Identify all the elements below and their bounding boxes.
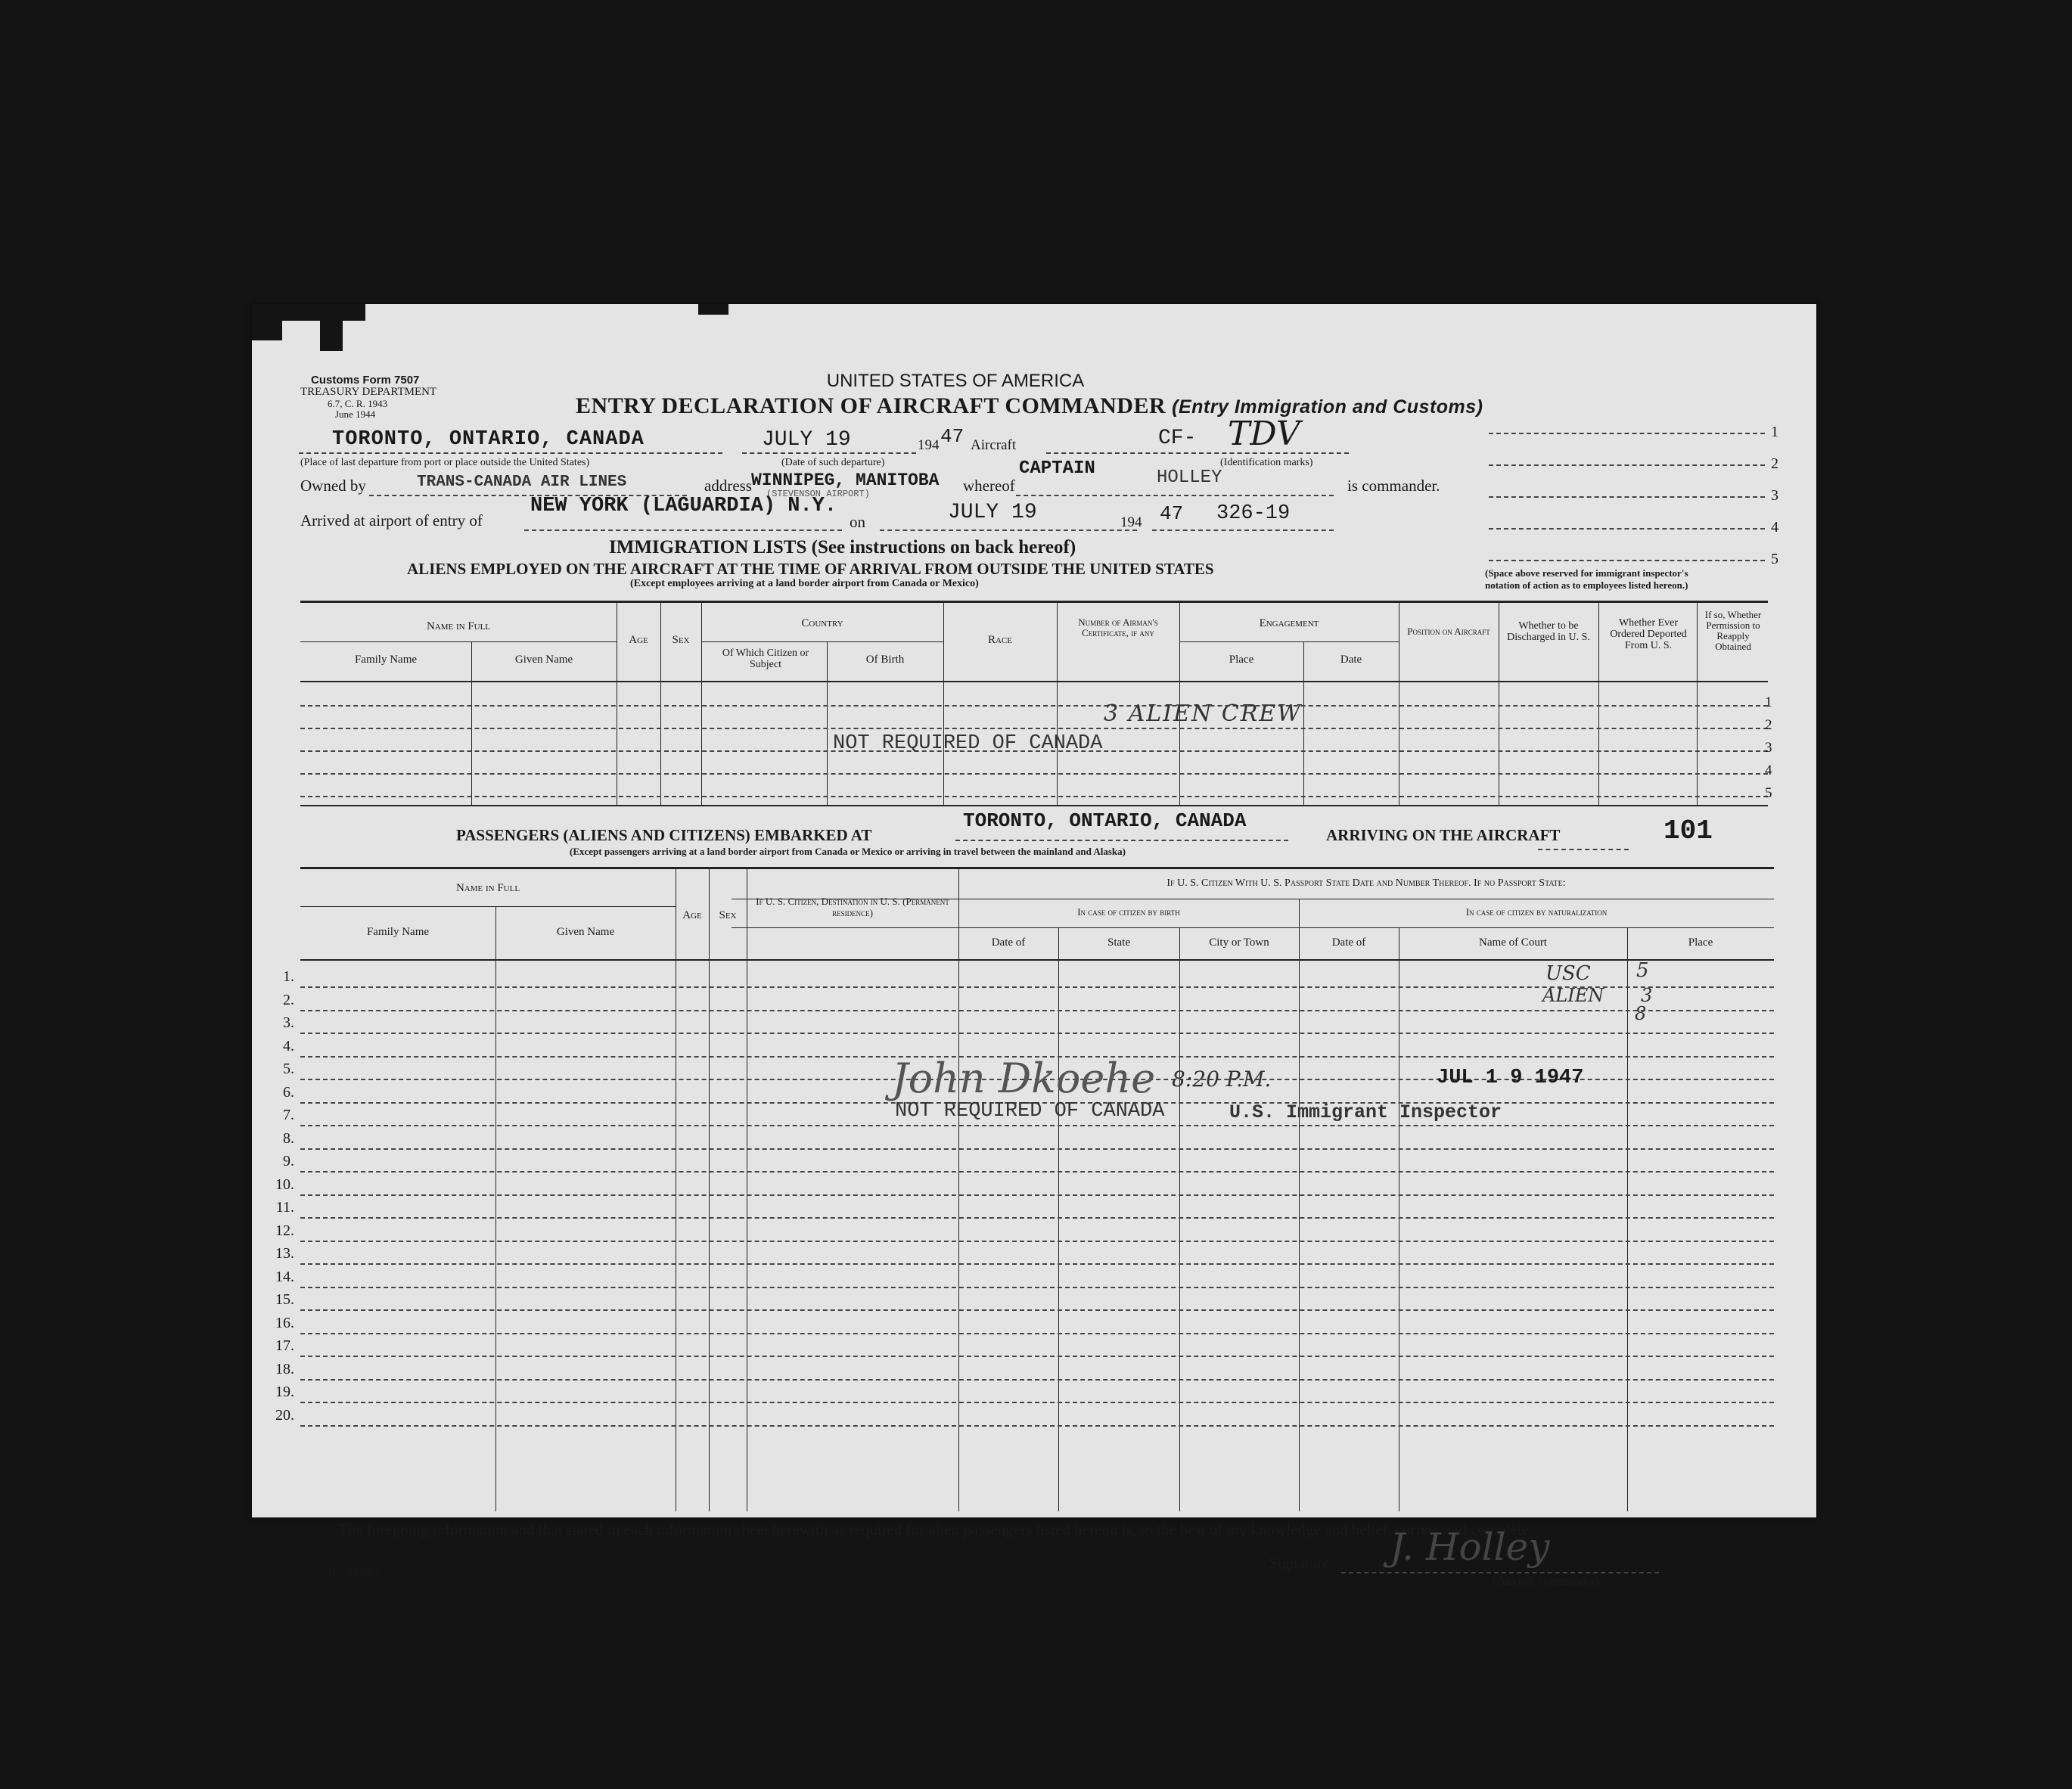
passenger-row-number: 3. [283,1014,294,1031]
imm-col-family: Family Name [354,654,418,666]
stamp-not-required: NOT REQUIRED OF CANADA [895,1100,1165,1123]
pass-col-court: Name of Court [1479,936,1547,949]
passenger-row-number: 7. [283,1107,294,1123]
pass-col-place: Place [1688,936,1713,949]
passenger-row-number: 13. [275,1245,294,1262]
aircraft-mark: TDV [1228,415,1300,453]
table-row [300,1333,1774,1334]
departure-date-line [742,452,916,454]
passengers-heading: PASSENGERS (ALIENS AND CITIZENS) EMBARKED AT [456,826,872,844]
tally-usc-count: 5 [1636,959,1649,982]
tally-total: 8 [1635,1003,1647,1024]
reserve-line [1489,433,1765,434]
commander-line [1016,495,1334,496]
pass-col-given: Given Name [556,926,615,938]
embarked-line [955,840,1288,841]
side-number: 4 [1771,519,1778,536]
owned-by-value: TRANS-CANADA AIR LINES [417,474,627,491]
imm-col-discharged: Whether to be Discharged in U. S. [1507,620,1590,643]
imm-col-deported: Whether Ever Ordered Deported From U. S. [1610,617,1687,651]
passenger-row-number: 6. [283,1084,294,1101]
stamp-date: JUL 1 9 1947 [1437,1067,1584,1089]
side-number: 2 [1771,455,1778,472]
whereof-label: whereof [963,477,1015,495]
imm-col-race: Race [987,634,1012,646]
tally-alien: ALIEN [1542,985,1604,1006]
passenger-row-number: 1. [283,968,294,985]
departure-year: 47 [940,425,965,448]
side-number: 3 [1771,487,1778,504]
table-row [300,1263,1774,1265]
reserve-line [1489,528,1765,530]
flight-value-line [1538,849,1629,850]
form-number: Customs Form 7507 [311,374,420,387]
col-rule [1627,927,1628,1511]
aircraft-prefix: CF- [1158,427,1197,450]
side-number: 5 [1771,551,1778,567]
pass-col-sex: Sex [719,909,737,921]
departure-place: TORONTO, ONTARIO, CANADA [332,428,645,451]
imm-col-citizen: Of Which Citizen or Subject [722,648,809,670]
pass-col-date-of2: Date of [1331,936,1366,949]
departure-date-caption: (Date of such departure) [781,457,885,468]
table-row [300,1194,1774,1196]
col-rule [1299,899,1300,1511]
reserve-line [1489,464,1765,466]
pass-col-birth-group: In case of citizen by birth [1077,906,1180,918]
side-number: 1 [1771,424,1778,440]
table-row [300,773,1768,775]
arrival-date-line [880,530,1137,531]
table-row [300,1425,1774,1427]
table-rule [300,867,1774,869]
print-code: 16—24598-5 [328,1566,381,1577]
subheader-rule [1179,641,1399,642]
arrival-on-label: on [850,513,865,531]
arrival-label: Arrived at airport of entry of [300,511,483,530]
tally-alien-count: 3 [1641,985,1653,1006]
table-row [300,796,1768,797]
torn-edge [320,321,343,351]
table-rule [300,959,1774,961]
col-rule [958,867,959,1511]
department: TREASURY DEPARTMENT [300,386,437,398]
not-required-stamp: NOT REQUIRED OF CANADA [833,732,1103,755]
imm-col-name: Name in Full [426,620,491,632]
passenger-row-number: 16. [275,1315,294,1331]
pass-col-age: Age [682,909,702,921]
imm-col-sex: Sex [672,634,690,646]
departure-place-caption: (Place of last departure from port or place outside the United States) [300,457,590,468]
table-row [300,1125,1774,1126]
time-note: 8:20 P.M. [1172,1067,1272,1092]
col-rule [709,867,710,1511]
aircraft-line [1046,452,1349,454]
inspector-signature: John Dkoehe [892,1054,1156,1102]
subheader-rule [300,641,617,642]
reserve-line [1489,560,1765,561]
table-row [300,1148,1774,1150]
table-row [300,1356,1774,1357]
torn-corner [252,304,282,340]
departure-place-line [299,452,722,454]
row-number: 4 [1765,762,1772,778]
departure-date: JULY 19 [762,428,851,452]
table-row [300,1287,1774,1288]
imm-col-permission: If so, Whether Permission to Reapply Obtained [1704,609,1762,652]
pass-col-date-of: Date of [991,936,1026,949]
passenger-row-number: 17. [275,1337,294,1354]
subheader-rule [300,906,676,907]
aircraft-label: Aircraft [971,437,1017,453]
col-rule [1179,927,1180,1511]
arrival-year: 47 [1160,502,1184,525]
table-row [300,1379,1774,1381]
address-value: WINNIPEG, MANITOBA [751,471,940,490]
table-row [300,705,1768,707]
arrival-airport-line [524,530,842,531]
table-rule [300,805,1768,806]
reserved-note: notation of action as to employees listed hereon.) [1485,579,1688,591]
signature-caption: (Aircraft commander) [1493,1575,1599,1588]
table-row [300,1010,1774,1011]
signature-label: Signature [1269,1554,1330,1572]
imm-col-birth: Of Birth [865,654,905,666]
declaration-form [252,304,1816,1588]
address-sub: (STEVENSON AIRPORT) [766,489,870,499]
passengers-note: (Except passengers arriving at a land border airport from Canada or Mexico or arriving in travel between the mainland and Alaska) [570,846,1126,857]
form-title [576,393,1483,419]
pass-col-destination: If U. S. Citizen, Destination in U. S. (Permanent residence) [756,896,949,918]
flight-number: 326-19 [1216,502,1291,525]
arrival-date: JULY 19 [948,501,1037,524]
imm-col-given: Given Name [514,654,573,666]
signature-line [1341,1572,1659,1573]
passenger-row-number: 15. [275,1291,294,1308]
col-rule [1058,927,1059,1511]
pass-col-nat-group: In case of citizen by naturalization [1465,906,1608,918]
pass-col-family: Family Name [366,926,430,938]
table-rule [300,601,1768,603]
is-commander-label: is commander. [1347,477,1440,495]
passenger-row-number: 19. [275,1384,294,1400]
row-number: 3 [1765,740,1772,756]
embarked-place: TORONTO, ONTARIO, CANADA [963,809,1247,832]
form-date: June 1944 [335,408,376,420]
pass-col-city: City or Town [1209,936,1269,949]
pass-col-name: Name in Full [455,882,520,894]
passenger-row-number: 8. [283,1130,294,1147]
table-row [300,1217,1774,1219]
passenger-row-number: 4. [283,1038,294,1054]
tally-usc: USC [1545,962,1591,985]
flight-line [1152,530,1334,531]
torn-edge [282,304,365,321]
passenger-row-number: 9. [283,1153,294,1169]
immigration-subheading: ALIENS EMPLOYED ON THE AIRCRAFT AT THE TIME OF ARRIVAL FROM OUTSIDE THE UNITED STATES [407,560,1214,578]
passenger-row-number: 2. [283,992,294,1008]
commander-signature: J. Holley [1390,1525,1550,1569]
passenger-row-number: 20. [275,1407,294,1424]
table-row [300,1402,1774,1403]
table-rule [300,681,1768,682]
table-row [300,1171,1774,1172]
stamp-inspector: U.S. Immigrant Inspector [1229,1101,1502,1123]
regulation: 6.7, C. R. 1943 [328,398,388,409]
reserved-note: (Space above reserved for immigrant inspector's [1485,567,1688,579]
immigration-heading: IMMIGRATION LISTS (See instructions on back hereof) [609,537,1076,558]
subheader-rule [701,641,943,642]
pass-col-passport: If U. S. Citizen With U. S. Passport State Date and Number Thereof. If no Passport State: [1166,877,1566,889]
imm-col-age: Age [629,634,648,646]
col-rule [495,906,496,1511]
imm-col-place: Place [1229,654,1254,666]
arrival-airport: NEW YORK (LAGUARDIA) N.Y. [530,495,837,517]
table-row [300,1033,1774,1034]
form-title-sub: (Entry Immigration and Customs) [1172,396,1483,418]
captain-value: CAPTAIN [1019,458,1095,479]
address-label: address [704,477,752,495]
pass-col-state: State [1107,936,1130,949]
commander-name: HOLLEY [1157,467,1222,488]
passenger-row-number: 11. [275,1199,294,1216]
table-row [300,1309,1774,1311]
departure-year-prefix: 194 [918,437,940,453]
passenger-row-number: 14. [275,1269,294,1285]
alien-crew-note: 3 ALIEN CREW [1104,700,1303,727]
passenger-row-number: 18. [275,1361,294,1377]
table-row [300,728,1768,729]
subheader-rule [732,927,1774,928]
passenger-row-number: 10. [275,1176,294,1193]
imm-col-engagement: Engagement [1259,617,1319,629]
imm-col-country: Country [801,617,843,629]
passenger-row-number: 12. [275,1222,294,1239]
row-number: 1 [1765,694,1772,710]
declaration-text: The foregoing information and that stated in each information sheet herewith as required for alien passengers listed hereon is, to the best of my knowledge and belief, correct and complete. [338,1520,1533,1539]
owned-by-label: Owned by [300,477,366,495]
arrival-year-prefix: 194 [1120,514,1142,530]
table-row [300,1241,1774,1242]
country-heading: UNITED STATES OF AMERICA [826,371,1085,391]
imm-col-position: Position on Aircraft [1407,626,1490,637]
form-title-main: ENTRY DECLARATION OF AIRCRAFT COMMANDER [576,393,1166,418]
passenger-row-number: 5. [283,1061,294,1077]
torn-edge [698,304,728,315]
flight-value: 101 [1664,815,1713,846]
immigration-note: (Except employees arriving at a land border airport from Canada or Mexico) [630,578,979,589]
arriving-heading: ARRIVING ON THE AIRCRAFT [1326,826,1561,844]
reserve-line [1489,496,1765,498]
imm-col-date: Date [1340,654,1362,666]
ident-caption: (Identification marks) [1220,457,1313,468]
imm-col-airman: Number of Airman's Certificate, if any [1078,617,1158,638]
row-number: 5 [1765,785,1772,801]
row-number: 2 [1765,717,1772,733]
